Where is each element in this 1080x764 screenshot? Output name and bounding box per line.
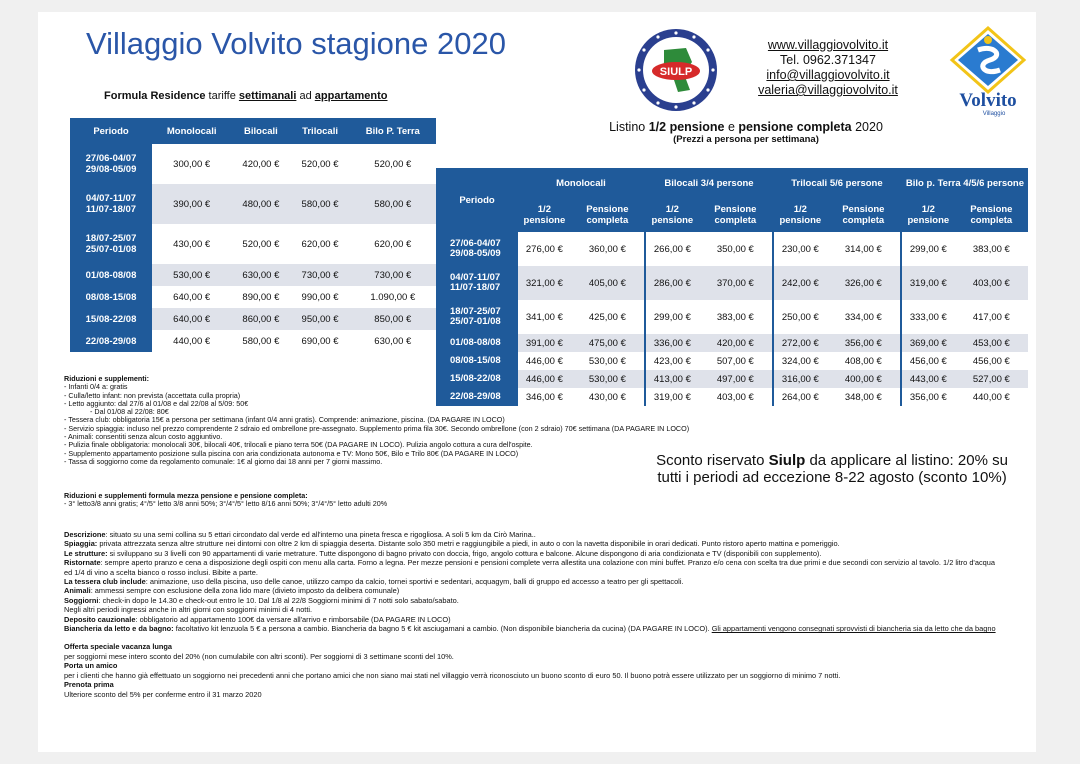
col-header: Pensione completa (955, 198, 1028, 232)
price-cell: 580,00 € (242, 335, 280, 347)
price-cell: 413,00 € (645, 370, 699, 388)
riduzioni-pensione-block: Riduzioni e supplementi formula mezza pensione e pensione completa: - 3° letto3/8 anni gratis; 4°/5° letto 3/8 anni 50%; 3°/4°/5° letto 8/16 anni 50%; 3°/4°/5° letto adulti 20% (64, 491, 388, 509)
price-cell: 440,00 € (972, 391, 1010, 403)
table-row (70, 264, 436, 286)
description-block: Descrizione: situato su una semi collina su 5 ettari circondato dal verde ed all'interno una pineta fresca e rigogliosa. A soli 5 km da Cirò Marina.. Spiaggia: privata attrezzata senza altre strutture nei dintorni con oltre 2 km di spiaggia deserta. Distante solo 350 metri e raggiungibile a piedi, in auto o con la navetta disponibile in orari dedicati. Punto ristoro aperto mattina e pomeriggio. Le strutture: si sviluppano su 3 livelli con 90 appartamenti di varie metrature. Tutte dispongono di bagno privato con doccia, frigo, angolo cottura e balcone. Alcune dispongono di aria condizionata e TV (disponibili con supplemento). Ristornate: sempre aperto pranzo e cena a disposizione degli ospiti con menu alla carta. Forno a legna. Per mezze pensioni e pensioni complete verra allestita una colazione con mini buffet. Pranzo e/o cena con scelta tra due primi e due secondi con servizio al tavolo. 1/2 litro d'acqua ed 1/4 di vino a scelta bianco o rosso inclusi. Bibite a parte. La tessera club include: animazione, uso della piscina, uso delle canoe, utilizzo campo da calcio, tornei sportivi e sedentari, acquagym, balli di gruppo ed accesso a teatro per gli spettacoli. Animali: ammessi sempre con esclusione della zona lido mare (divieto imposto da delibera comunale) Soggiorni: check-in dopo le 14.30 e check-out entro le 10. Dal 1/8 al 22/8 Soggiorni minimi di 7 notti solo sabato/sabato. Negli altri periodi ingressi anche in altri giorni con soggiorni minimi di 4 notti. Deposito cauzionale: obbligatorio ad appartamento 100€ da versare all'arrivo e rimborsabile (DA PAGARE IN LOCO) Biancheria da letto e da bagno: facoltativo kit lenzuola 5 € a persona a cambio. Biancheria da bagno 5 € kit asciugamani a cambio. (Non disponibile biancheria da cucina) (DA PAGARE IN LOCO). Gli appartamenti vengono consegnati sprovvisti di biancheria sia da letto che da bagno Offerta speciale vacanza lunga per soggiorni mese intero sconto del 20% (non cumulabile con altri sconti). Per soggiorni di 3 settimane sconti del 10%. Porta un amico per i clienti che hanno già effettuato un soggiorno nei precedenti anni che portano amici che non siano mai stati nel villaggio verrà riconosciuto un buono sconto di euro 50. Il buono potrà essere utilizzato per un soggiorno di minimo 7 notti. Prenota prima Ulteriore sconto del 5% per conferme entro il 31 marzo 2020 (64, 530, 996, 699)
col-header: Bilo P. Terra (350, 118, 436, 144)
price-cell: 390,00 € (152, 184, 231, 224)
period-cell: 08/08-15/08 (70, 286, 152, 308)
price-cell: 690,00 € (301, 335, 339, 347)
svg-text:Volvito: Volvito (959, 90, 1017, 111)
price-cell: 350,00 € (699, 232, 773, 266)
table-row (436, 334, 1028, 352)
col-header: Periodo (70, 118, 152, 144)
price-cell: 356,00 € (909, 391, 947, 403)
table-row (70, 286, 436, 308)
table-row (70, 330, 436, 352)
price-cell: 497,00 € (699, 370, 773, 388)
price-cell: 299,00 € (909, 243, 947, 255)
price-cell: 480,00 € (231, 184, 290, 224)
siulp-discount: Sconto riservato Siulp da applicare al listino: 20% su tutti i periodi ad eccezione 8-22 agosto (sconto 10%) (656, 452, 1008, 486)
price-cell: 230,00 € (781, 243, 819, 255)
website-link[interactable]: www.villaggiovolvito.it (767, 38, 889, 52)
price-cell: 341,00 € (525, 311, 563, 323)
price-cell: 286,00 € (645, 266, 699, 300)
price-cell: 266,00 € (653, 243, 691, 255)
price-cell: 276,00 € (525, 243, 563, 255)
price-cell: 620,00 € (374, 238, 412, 250)
period-cell: 04/07-11/07 11/07-18/07 (70, 184, 152, 224)
price-cell: 420,00 € (242, 158, 280, 170)
price-cell: 348,00 € (827, 388, 901, 406)
table-row (70, 308, 436, 330)
price-cell: 272,00 € (773, 334, 827, 352)
price-cell: 403,00 € (955, 266, 1028, 300)
price-cell: 443,00 € (901, 370, 955, 388)
period-cell: 15/08-22/08 (70, 308, 152, 330)
price-cell: 580,00 € (350, 184, 436, 224)
price-cell: 430,00 € (173, 238, 211, 250)
price-cell: 530,00 € (571, 370, 645, 388)
price-cell: 580,00 € (290, 184, 349, 224)
price-cell: 383,00 € (972, 243, 1010, 255)
price-cell: 527,00 € (955, 370, 1028, 388)
price-cell: 890,00 € (242, 291, 280, 303)
contacts (738, 38, 918, 98)
price-cell: 264,00 € (781, 391, 819, 403)
price-cell: 314,00 € (827, 232, 901, 266)
period-cell: 01/08-08/08 (436, 334, 518, 352)
price-cell: 446,00 € (525, 355, 563, 367)
period-cell: 04/07-11/07 11/07-18/07 (436, 266, 518, 300)
period-cell: 15/08-22/08 (436, 370, 518, 388)
table-row (436, 300, 1028, 334)
price-cell: 630,00 € (231, 264, 290, 286)
price-cell: 403,00 € (699, 388, 773, 406)
price-cell: 326,00 € (827, 266, 901, 300)
period-cell: 22/08-29/08 (436, 388, 518, 406)
price-cell: 417,00 € (972, 311, 1010, 323)
price-cell: 319,00 € (653, 391, 691, 403)
col-header: 1/2 pensione (773, 198, 827, 232)
table-row (70, 224, 436, 264)
price-cell: 242,00 € (773, 266, 827, 300)
price-cell: 324,00 € (781, 355, 819, 367)
table-row (70, 144, 436, 184)
residence-caption: Formula Residence tariffe settimanali ad appartamento (104, 90, 388, 102)
period-cell: 27/06-04/07 29/08-05/09 (70, 144, 152, 184)
price-cell: 507,00 € (699, 352, 773, 370)
col-header: 1/2 pensione (901, 198, 955, 232)
price-cell: 321,00 € (518, 266, 571, 300)
table-row (436, 232, 1028, 266)
price-cell: 420,00 € (699, 334, 773, 352)
price-cell: 620,00 € (301, 238, 339, 250)
table-subheader-row (436, 198, 1028, 232)
svg-text:Villaggio: Villaggio (982, 111, 1006, 117)
price-cell: 369,00 € (901, 334, 955, 352)
price-cell: 319,00 € (901, 266, 955, 300)
price-cell: 300,00 € (173, 158, 211, 170)
price-cell: 1.090,00 € (370, 291, 416, 303)
price-cell: 430,00 € (571, 388, 645, 406)
residence-table (70, 118, 436, 352)
col-group-header: Monolocali (518, 168, 645, 198)
price-cell: 453,00 € (955, 334, 1028, 352)
period-cell: 08/08-15/08 (436, 352, 518, 370)
price-cell: 356,00 € (827, 334, 901, 352)
price-cell: 360,00 € (571, 232, 645, 266)
period-cell: 22/08-29/08 (70, 330, 152, 352)
price-cell: 425,00 € (571, 300, 645, 334)
page-title: Villaggio Volvito stagione 2020 (86, 26, 506, 61)
price-cell: 346,00 € (525, 391, 563, 403)
col-header: 1/2 pensione (518, 198, 571, 232)
price-cell: 990,00 € (301, 291, 339, 303)
col-header: Pensione completa (571, 198, 645, 232)
price-cell: 408,00 € (827, 352, 901, 370)
price-cell: 475,00 € (571, 334, 645, 352)
price-cell: 520,00 € (242, 238, 280, 250)
table-header-row (436, 168, 1028, 198)
pension-table (436, 168, 1028, 406)
price-cell: 530,00 € (571, 352, 645, 370)
price-cell: 383,00 € (699, 300, 773, 334)
col-header: Pensione completa (827, 198, 901, 232)
col-header: Trilocali (290, 118, 349, 144)
price-cell: 316,00 € (773, 370, 827, 388)
col-header: Monolocali (152, 118, 231, 144)
price-cell: 730,00 € (290, 264, 349, 286)
svg-text:SIULP: SIULP (659, 66, 693, 78)
col-header: Periodo (436, 168, 518, 232)
price-cell: 440,00 € (173, 335, 211, 347)
price-cell: 299,00 € (653, 311, 691, 323)
price-cell: 530,00 € (152, 264, 231, 286)
col-group-header: Trilocali 5/6 persone (773, 168, 901, 198)
table-row (436, 266, 1028, 300)
price-cell: 456,00 € (909, 355, 947, 367)
pension-caption: Listino 1/2 pensione e pensione completa 2020 (Prezzi a persona per settimana) (609, 120, 883, 145)
table-header-row (70, 118, 436, 144)
col-header: 1/2 pensione (645, 198, 699, 232)
price-cell: 520,00 € (301, 158, 339, 170)
price-cell: 456,00 € (972, 355, 1010, 367)
riduzioni-block: Riduzioni e supplementi: - Infanti 0/4 a: gratis - Culla/letto infant: non prevista (accettata culla propria) - Letto aggiunto: dal 27/6 al 01/08 e dal 22/08 al 5/09: 50€ - Dal 01/08 al 22/08: 80€ - Tessera club: obbligatoria 15€ a persona per settimana (infant 0/4 anni gratis). Comprende: animazione, piscina. (DA PAGARE IN LOCO) - Servizio spiaggia: incluso nel prezzo comprendente 2 sdraio ed ombrellone pre-assegnato. Supplemento prima fila 30€. Secondo ombrellone (con 2 sdraio) 70€ settimana (DA PAGARE IN LOCO) - Animali: consentiti senza alcun costo aggiuntivo. - Pulizia finale obbligatoria: monolocali 30€, bilocali 40€, trilocali e piano terra 50€ (DA PAGARE IN LOCO). Pulizia angolo cottura a cura dell'ospite. - Supplemento appartamento posizione sulla piscina con aria condizionata autonoma e TV: Mono 50€, Bilo e Trilo 80€ (DA PAGARE IN LOCO) - Tassa di soggiorno come da regolamento comunale: 1€ al giorno dai 18 anni per 7 giorni massimo. (64, 374, 690, 466)
period-cell: 18/07-25/07 25/07-01/08 (70, 224, 152, 264)
table-row (70, 184, 436, 224)
phone-number: Tel. 0962.371347 (780, 53, 876, 67)
price-cell: 850,00 € (350, 308, 436, 330)
col-group-header: Bilo p. Terra 4/5/6 persone (901, 168, 1028, 198)
price-cell: 630,00 € (374, 335, 412, 347)
price-cell: 520,00 € (374, 158, 412, 170)
period-cell: 18/07-25/07 25/07-01/08 (436, 300, 518, 334)
period-cell: 27/06-04/07 29/08-05/09 (436, 232, 518, 266)
col-header: Bilocali (231, 118, 290, 144)
period-cell: 01/08-08/08 (70, 264, 152, 286)
table-row (436, 352, 1028, 370)
price-cell: 730,00 € (350, 264, 436, 286)
price-cell: 640,00 € (173, 291, 211, 303)
price-cell: 333,00 € (909, 311, 947, 323)
email-valeria-link[interactable]: valeria@villaggiovolvito.it (758, 83, 898, 97)
price-cell: 334,00 € (827, 300, 901, 334)
price-list-page (38, 12, 1036, 752)
price-cell: 336,00 € (645, 334, 699, 352)
col-group-header: Bilocali 3/4 persone (645, 168, 773, 198)
price-cell: 405,00 € (571, 266, 645, 300)
price-cell: 423,00 € (653, 355, 691, 367)
price-cell: 250,00 € (781, 311, 819, 323)
col-header: Pensione completa (699, 198, 773, 232)
price-cell: 400,00 € (827, 370, 901, 388)
volvito-logo (948, 26, 1028, 118)
price-cell: 446,00 € (518, 370, 571, 388)
email-info-link[interactable]: info@villaggiovolvito.it (766, 68, 890, 82)
siulp-logo (634, 28, 718, 112)
price-cell: 370,00 € (699, 266, 773, 300)
price-cell: 391,00 € (518, 334, 571, 352)
price-cell: 640,00 € (152, 308, 231, 330)
price-cell: 950,00 € (290, 308, 349, 330)
price-cell: 860,00 € (231, 308, 290, 330)
